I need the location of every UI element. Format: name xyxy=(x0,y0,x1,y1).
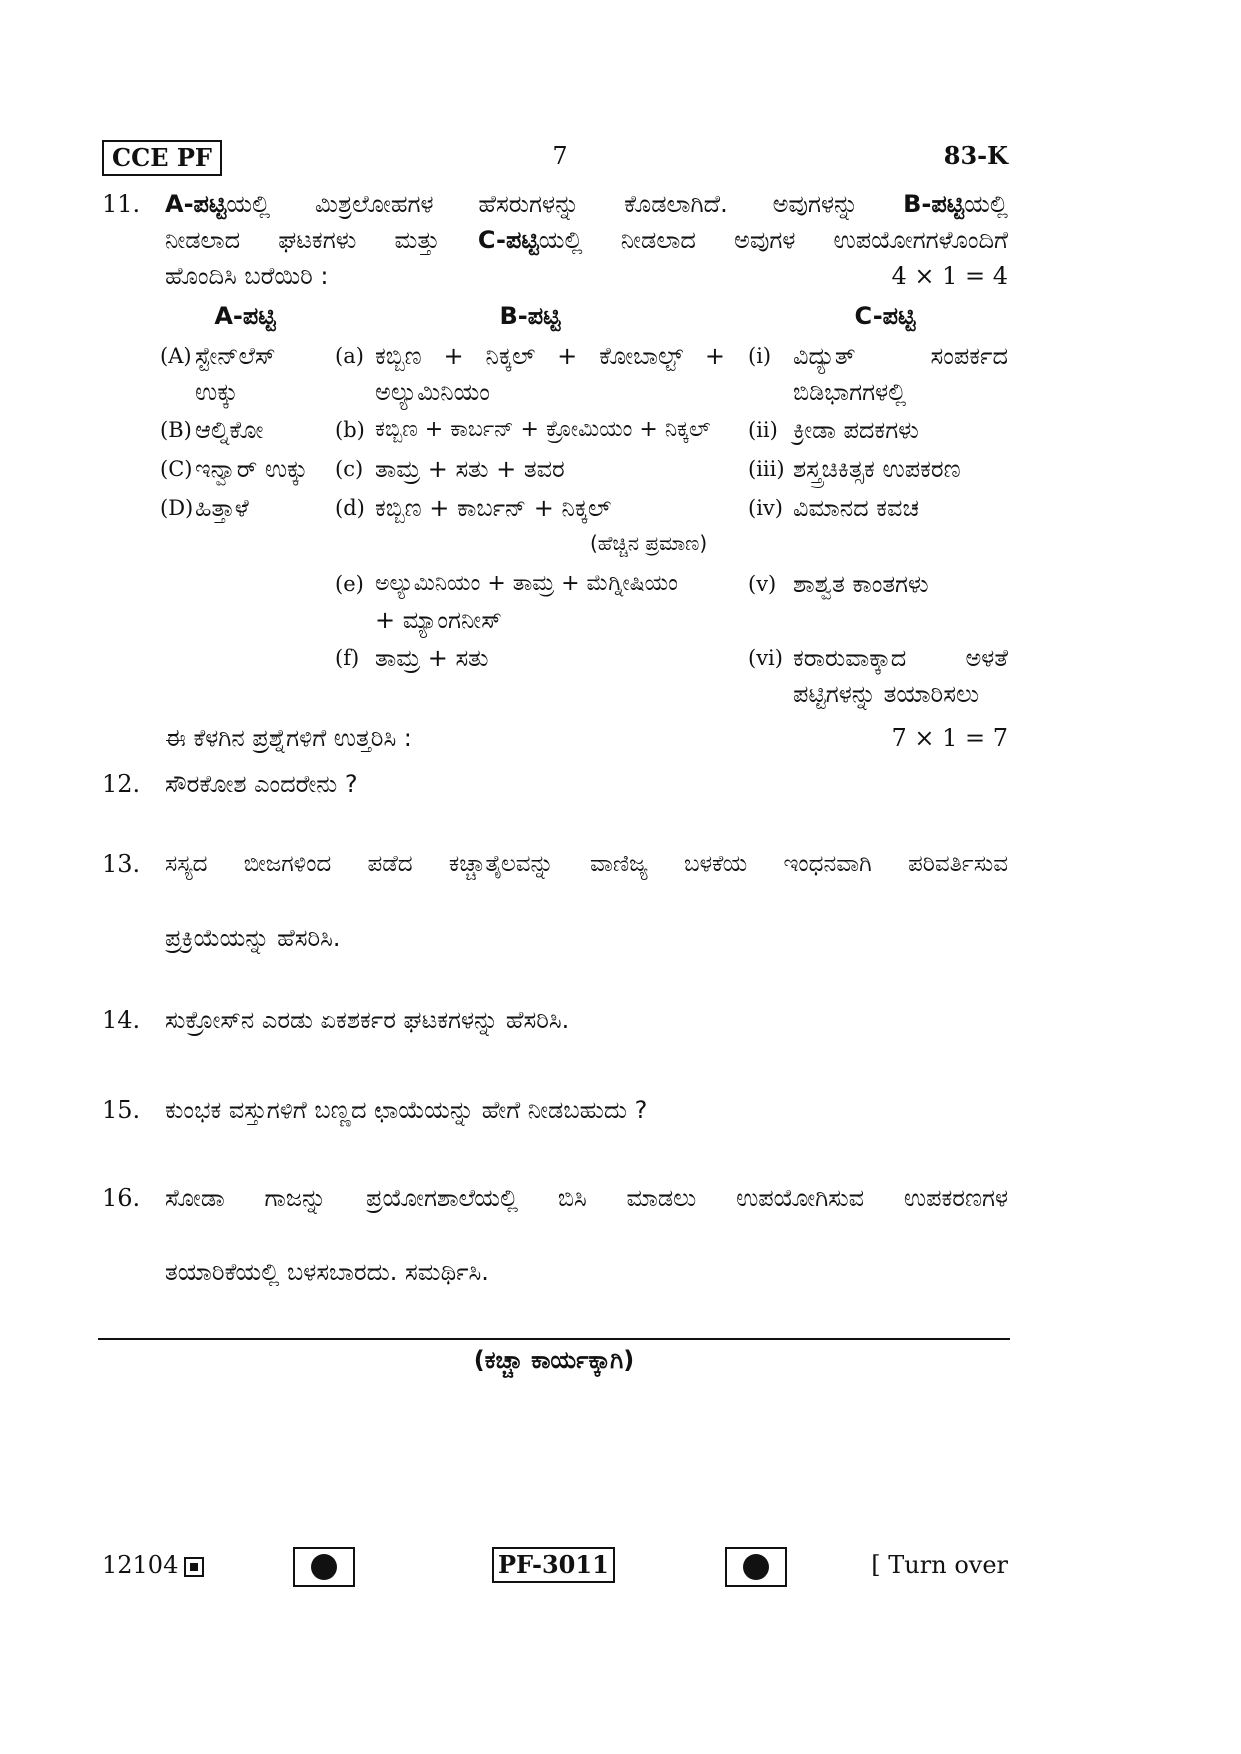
col-c-item: ಶಸ್ತ್ರಚಿಕಿತ್ಸಕ ಉಪಕರಣ xyxy=(793,455,961,483)
filled-circle-icon xyxy=(743,1554,769,1580)
col-a-item: ಸ್ಟೇನ್‌ಲೆಸ್ xyxy=(195,342,276,370)
col-c-item: ವಿದ್ಯುತ್ ಸಂಪರ್ಕದ xyxy=(793,342,1008,370)
q11-line1 xyxy=(165,186,1008,222)
col-c-item: ಕರಾರುವಾಕ್ಕಾದ ಅಳತೆ xyxy=(793,644,1008,672)
q11-line2 xyxy=(165,222,1008,258)
col-c-label: (i) xyxy=(748,344,772,368)
col-b-item: ಅಲ್ಯುಮಿನಿಯಂ xyxy=(375,378,490,406)
question-number: 13. xyxy=(102,850,141,878)
col-c-item: ಬಿಡಿಭಾಗಗಳಲ್ಲಿ xyxy=(793,378,907,406)
col-a-label: (B) xyxy=(160,418,192,442)
question-text: ಸುಕ್ರೋಸ್‌ನ ಎರಡು ಏಕಶರ್ಕರ ಘಟಕಗಳನ್ನು ಹೆಸರಿಸಿ. xyxy=(165,1006,570,1034)
col-a-label: (C) xyxy=(160,457,193,481)
col-a-item: ಇನ್ವಾರ್ ಉಕ್ಕು xyxy=(195,455,308,483)
col-c-item: ವಿಮಾನದ ಕವಚ xyxy=(793,494,919,522)
col-b-item: + ಮ್ಯಾಂಗನೀಸ್ xyxy=(375,606,502,634)
paper-code: 83-K xyxy=(943,141,1008,170)
q11-a-ref: A-ಪಟ್ಟಿ xyxy=(165,190,227,218)
col-b-label: (d) xyxy=(335,496,365,520)
form-code: PF-3011 xyxy=(498,1550,609,1579)
col-c-label: (vi) xyxy=(748,646,783,670)
col-c-label: (iii) xyxy=(748,457,785,481)
filled-circle-icon xyxy=(311,1554,337,1580)
code-box-text: CCE PF xyxy=(112,143,212,172)
col-b-item: ಕಬ್ಬಿಣ + ಕಾರ್ಬನ್ + ಕ್ರೋಮಿಯಂ + ನಿಕ್ಕಲ್ xyxy=(375,417,711,442)
col-c-label: (iv) xyxy=(748,496,783,520)
question-text: ಪ್ರಕ್ರಿಯೆಯನ್ನು ಹೆಸರಿಸಿ. xyxy=(165,924,341,952)
col-c-item: ಪಟ್ಟಿಗಳನ್ನು ತಯಾರಿಸಲು xyxy=(793,680,980,708)
section-instruction: ಈ ಕೆಳಗಿನ ಪ್ರಶ್ನೆಗಳಿಗೆ ಉತ್ತರಿಸಿ : xyxy=(165,724,412,752)
footer-serial xyxy=(102,1547,204,1583)
q11-number: 11. xyxy=(102,190,141,218)
divider-line xyxy=(98,1338,1010,1340)
page-number: 7 xyxy=(552,142,568,170)
question-text: ತಯಾರಿಕೆಯಲ್ಲಿ ಬಳಸಬಾರದು. ಸಮರ್ಥಿಸಿ. xyxy=(165,1258,489,1286)
registration-mark-left xyxy=(293,1547,355,1587)
question-text: ಸಸ್ಯದ ಬೀಜಗಳಿಂದ ಪಡೆದ ಕಚ್ಚಾತೈಲವನ್ನು ವಾಣಿಜ್ಯ ಬಳಕೆಯ ಇಂಧನವಾಗಿ ಪರಿವರ್ತಿಸುವ xyxy=(165,851,1008,877)
serial-number: 12104 xyxy=(102,1551,179,1579)
col-b-label: (c) xyxy=(335,457,364,481)
question-number: 15. xyxy=(102,1096,141,1124)
col-a-heading: A-ಪಟ್ಟಿ xyxy=(214,302,276,330)
q11-line3: ಹೊಂದಿಸಿ ಬರೆಯಿರಿ : xyxy=(165,262,329,290)
question-number: 14. xyxy=(102,1006,141,1034)
question-number: 12. xyxy=(102,770,141,798)
col-a-item: ಆಲ್ನಿಕೋ xyxy=(195,416,264,444)
col-a-item: ಉಕ್ಕು xyxy=(195,378,238,406)
col-c-label: (v) xyxy=(748,572,777,596)
col-b-heading: B-ಪಟ್ಟಿ xyxy=(499,302,561,330)
col-b-label: (a) xyxy=(335,344,364,368)
q11-line2-end: ಯಲ್ಲಿ ನೀಡಲಾದ ಅವುಗಳ ಉಪಯೋಗಗಳೊಂದಿಗೆ xyxy=(538,226,1008,254)
col-b-label: (e) xyxy=(335,572,364,596)
q11-c-ref: C-ಪಟ್ಟಿ xyxy=(477,226,539,254)
form-code-box xyxy=(492,1547,615,1583)
col-c-heading: C-ಪಟ್ಟಿ xyxy=(854,302,916,330)
turn-over: [ Turn over xyxy=(871,1551,1008,1579)
code-box xyxy=(102,140,222,176)
col-b-label: (f) xyxy=(335,646,360,670)
col-b-label: (b) xyxy=(335,418,365,442)
col-a-item: ಹಿತ್ತಾಳೆ xyxy=(195,494,249,522)
question-text: ಕುಂಭಕ ವಸ್ತುಗಳಿಗೆ ಬಣ್ಣದ ಛಾಯೆಯನ್ನು ಹೇಗೆ ನೀಡಬಹುದು ? xyxy=(165,1096,648,1124)
col-a-label: (D) xyxy=(160,496,194,520)
col-b-item: ಕಬ್ಬಿಣ + ನಿಕ್ಕಲ್ + ಕೋಬಾಲ್ಟ್ + xyxy=(375,342,725,370)
rough-work-label: (ಕಚ್ಚಾ ಕಾರ್ಯಕ್ಕಾಗಿ) xyxy=(473,1346,635,1374)
registration-mark-right xyxy=(725,1547,787,1587)
col-b-item: ತಾಮ್ರ + ಸತು xyxy=(375,644,489,672)
square-dot-icon xyxy=(184,1557,204,1577)
q11-line1-end: ಯಲ್ಲಿ xyxy=(964,190,1008,218)
q11-marks: 4 × 1 = 4 xyxy=(891,262,1008,290)
col-b-item: ಕಬ್ಬಿಣ + ಕಾರ್ಬನ್ + ನಿಕ್ಕಲ್ xyxy=(375,494,612,522)
q11-b-ref: B-ಪಟ್ಟಿ xyxy=(903,190,965,218)
col-b-note: (ಹೆಚ್ಚಿನ ಪ್ರಮಾಣ) xyxy=(590,531,708,555)
q11-line1-text: ಯಲ್ಲಿ ಮಿಶ್ರಲೋಹಗಳ ಹೆಸರುಗಳನ್ನು ಕೊಡಲಾಗಿದೆ. ಅವುಗಳನ್ನು xyxy=(226,190,904,218)
col-b-item: ಅಲ್ಯುಮಿನಿಯಂ + ತಾಮ್ರ + ಮೆಗ್ನೀಷಿಯಂ xyxy=(375,571,678,596)
section-marks: 7 × 1 = 7 xyxy=(891,724,1008,752)
col-c-label: (ii) xyxy=(748,418,778,442)
col-b-item: ತಾಮ್ರ + ಸತು + ತವರ xyxy=(375,455,565,483)
col-c-item: ಶಾಶ್ವತ ಕಾಂತಗಳು xyxy=(793,570,929,598)
question-number: 16. xyxy=(102,1184,141,1212)
col-c-item: ಕ್ರೀಡಾ ಪದಕಗಳು xyxy=(793,416,919,444)
question-text: ಸೋಡಾ ಗಾಜನ್ನು ಪ್ರಯೋಗಶಾಲೆಯಲ್ಲಿ ಬಿಸಿ ಮಾಡಲು ಉಪಯೋಗಿಸುವ ಉಪಕರಣಗಳ xyxy=(165,1184,1008,1212)
col-a-label: (A) xyxy=(160,344,192,368)
question-text: ಸೌರಕೋಶ ಎಂದರೇನು ? xyxy=(165,770,358,798)
q11-line2-text: ನೀಡಲಾದ ಘಟಕಗಳು ಮತ್ತು xyxy=(165,226,478,254)
